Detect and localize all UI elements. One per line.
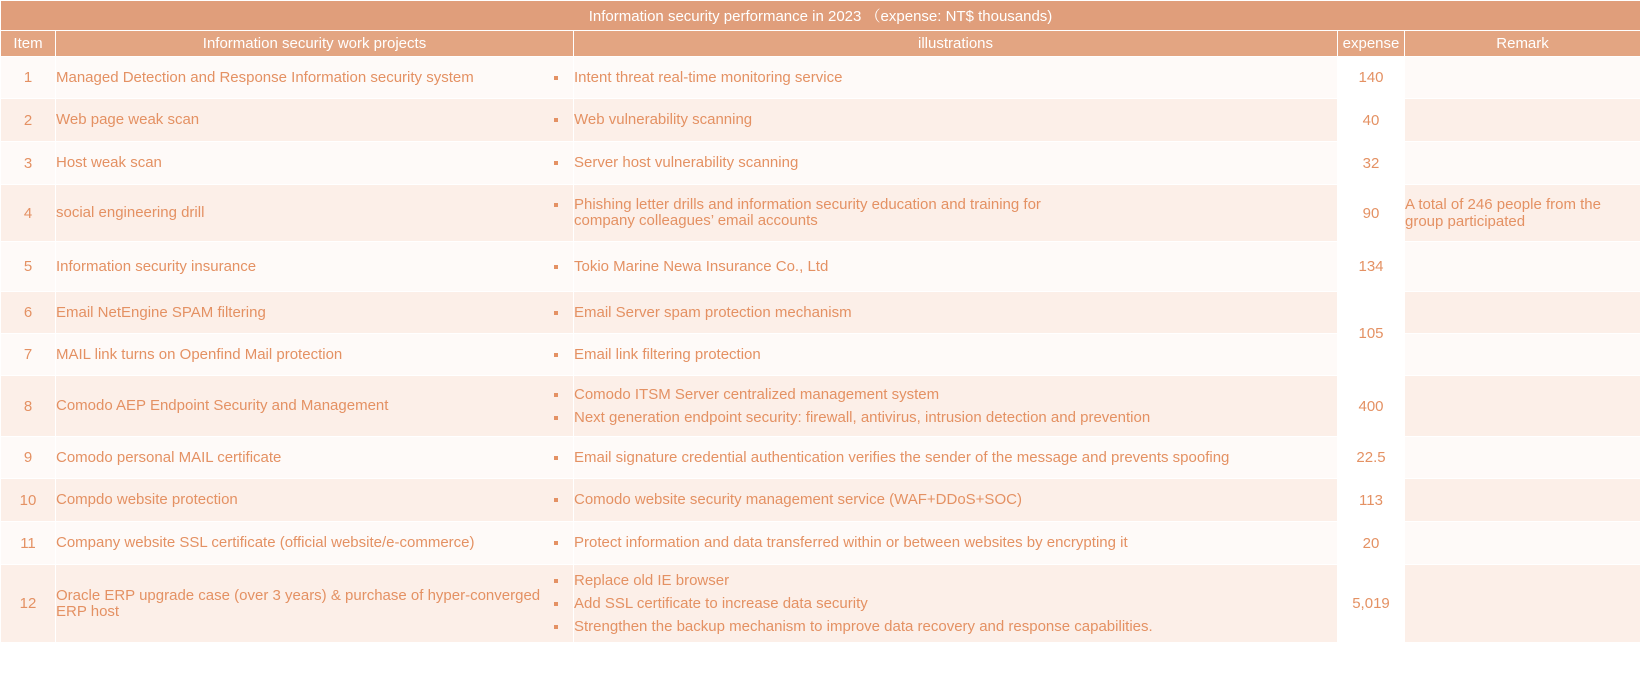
bullet-icon — [554, 541, 558, 545]
row-remark — [1405, 142, 1640, 185]
illustration-item — [574, 535, 1337, 551]
row-expense: 32 — [1338, 142, 1405, 185]
row-illustrations — [574, 242, 1338, 292]
illustration-list — [574, 305, 1337, 321]
header-project: Information security work projects — [56, 31, 574, 57]
illustration-text: Next generation endpoint security: firewall, antivirus, intrusion detection and prevention — [574, 408, 1151, 426]
illustration-list — [574, 573, 1337, 635]
row-illustrations — [574, 522, 1338, 565]
row-remark — [1405, 242, 1640, 292]
row-project: Email NetEngine SPAM filtering — [56, 292, 574, 334]
table-row — [1, 437, 1640, 479]
row-illustrations — [574, 437, 1338, 479]
illustration-item — [574, 619, 1337, 635]
row-expense: 22.5 — [1338, 437, 1405, 479]
header-expense: expense — [1338, 31, 1405, 57]
row-expense: 20 — [1338, 522, 1405, 565]
row-item-number: 1 — [1, 57, 56, 99]
row-item-number: 10 — [1, 479, 56, 522]
illustration-text: Server host vulnerability scanning — [574, 154, 799, 171]
illustration-list — [574, 112, 1337, 128]
row-project: Oracle ERP upgrade case (over 3 years) & purchase of hyper-converged ERP host — [56, 565, 574, 643]
row-remark — [1405, 565, 1640, 643]
illustration-text: Email signature credential authentication verifies the sender of the message and prevents spoofing — [574, 448, 1230, 466]
bullet-icon — [554, 602, 558, 606]
row-illustrations — [574, 292, 1338, 334]
illustration-item — [574, 347, 1337, 363]
table-row — [1, 57, 1640, 99]
header-item: Item — [1, 31, 56, 57]
illustration-text: Tokio Marine Newa Insurance Co., Ltd — [574, 257, 829, 275]
row-remark — [1405, 334, 1640, 376]
row-illustrations — [574, 334, 1338, 376]
row-expense: 40 — [1338, 99, 1405, 142]
illustration-text: Phishing letter drills and information security education and training for company colleagues’ email accounts — [574, 196, 1041, 229]
row-project: Web page weak scan — [56, 99, 574, 142]
row-project: MAIL link turns on Openfind Mail protection — [56, 334, 574, 376]
row-project: Host weak scan — [56, 142, 574, 185]
illustration-text: Strengthen the backup mechanism to improve data recovery and response capabilities. — [574, 617, 1153, 635]
illustration-list — [574, 535, 1337, 551]
table-row — [1, 292, 1640, 334]
row-illustrations — [574, 376, 1338, 437]
row-expense: 134 — [1338, 242, 1405, 292]
bullet-icon — [554, 161, 558, 165]
bullet-icon — [554, 118, 558, 122]
illustration-list — [574, 70, 1337, 86]
illustration-item — [574, 410, 1337, 426]
bullet-icon — [554, 579, 558, 583]
row-illustrations — [574, 185, 1338, 242]
illustration-text: Email Server spam protection mechanism — [574, 303, 852, 321]
row-remark — [1405, 292, 1640, 334]
bullet-icon — [554, 625, 558, 629]
illustration-item — [574, 259, 1337, 275]
table-row — [1, 376, 1640, 437]
illustration-list — [574, 347, 1337, 363]
row-expense: 90 — [1338, 185, 1405, 242]
illustration-item — [574, 492, 1337, 508]
table-row — [1, 479, 1640, 522]
row-item-number: 7 — [1, 334, 56, 376]
bullet-icon — [554, 416, 558, 420]
table-row — [1, 522, 1640, 565]
table-title-row — [1, 1, 1640, 31]
row-expense: 113 — [1338, 479, 1405, 522]
row-remark — [1405, 99, 1640, 142]
row-project: Managed Detection and Response Information security system — [56, 57, 574, 99]
illustration-item — [574, 450, 1337, 466]
illustration-item — [574, 305, 1337, 321]
row-illustrations — [574, 142, 1338, 185]
table-title: Information security performance in 2023 （expense: NT$ thousands) — [1, 1, 1640, 31]
row-expense-merged: 105 — [1338, 292, 1405, 376]
header-remark: Remark — [1405, 31, 1640, 57]
illustration-list — [574, 492, 1337, 508]
illustration-text: Comodo ITSM Server centralized management system — [574, 385, 940, 403]
bullet-icon — [554, 353, 558, 357]
illustration-item — [574, 573, 1337, 589]
illustration-text: Comodo website security management service (WAF+DDoS+SOC) — [574, 491, 1022, 508]
table-row — [1, 142, 1640, 185]
row-project: Compdo website protection — [56, 479, 574, 522]
illustration-list — [574, 387, 1337, 426]
row-item-number: 3 — [1, 142, 56, 185]
row-illustrations — [574, 565, 1338, 643]
bullet-icon — [554, 456, 558, 460]
row-item-number: 11 — [1, 522, 56, 565]
illustration-text: Intent threat real-time monitoring service — [574, 68, 843, 86]
row-project: social engineering drill — [56, 185, 574, 242]
illustration-list — [574, 155, 1337, 171]
bullet-icon — [554, 203, 558, 207]
illustration-list — [574, 259, 1337, 275]
row-item-number: 9 — [1, 437, 56, 479]
row-item-number: 6 — [1, 292, 56, 334]
row-project: Information security insurance — [56, 242, 574, 292]
row-item-number: 5 — [1, 242, 56, 292]
row-item-number: 4 — [1, 185, 56, 242]
illustration-list — [574, 450, 1337, 466]
row-item-number: 8 — [1, 376, 56, 437]
illustration-text: Replace old IE browser — [574, 571, 730, 589]
row-remark — [1405, 57, 1640, 99]
row-illustrations — [574, 479, 1338, 522]
row-expense: 5,019 — [1338, 565, 1405, 643]
illustration-item — [574, 387, 1337, 403]
table-header-row — [1, 31, 1640, 57]
bullet-icon — [554, 393, 558, 397]
row-item-number: 2 — [1, 99, 56, 142]
illustration-item — [574, 197, 1054, 229]
row-remark — [1405, 437, 1640, 479]
illustration-item — [574, 112, 1337, 128]
row-illustrations — [574, 57, 1338, 99]
table-row — [1, 185, 1640, 242]
illustration-item — [574, 596, 1337, 612]
illustration-text: Web vulnerability scanning — [574, 111, 753, 128]
illustration-item — [574, 70, 1337, 86]
bullet-icon — [554, 76, 558, 80]
bullet-icon — [554, 311, 558, 315]
table-row — [1, 242, 1640, 292]
row-illustrations — [574, 99, 1338, 142]
table-row — [1, 99, 1640, 142]
row-project: Company website SSL certificate (official website/e-commerce) — [56, 522, 574, 565]
illustration-text: Add SSL certificate to increase data security — [574, 594, 868, 612]
illustration-item — [574, 155, 1337, 171]
row-project: Comodo AEP Endpoint Security and Management — [56, 376, 574, 437]
row-item-number: 12 — [1, 565, 56, 643]
row-remark: A total of 246 people from the group participated — [1405, 185, 1640, 242]
illustration-text: Email link filtering protection — [574, 345, 761, 363]
row-remark — [1405, 376, 1640, 437]
row-remark — [1405, 479, 1640, 522]
header-illustrations: illustrations — [574, 31, 1338, 57]
illustration-text: Protect information and data transferred within or between websites by encrypting it — [574, 534, 1128, 551]
row-project: Comodo personal MAIL certificate — [56, 437, 574, 479]
bullet-icon — [554, 498, 558, 502]
row-expense: 140 — [1338, 57, 1405, 99]
row-remark — [1405, 522, 1640, 565]
illustration-list — [574, 197, 1337, 229]
row-expense: 400 — [1338, 376, 1405, 437]
bullet-icon — [554, 265, 558, 269]
table-row — [1, 565, 1640, 643]
